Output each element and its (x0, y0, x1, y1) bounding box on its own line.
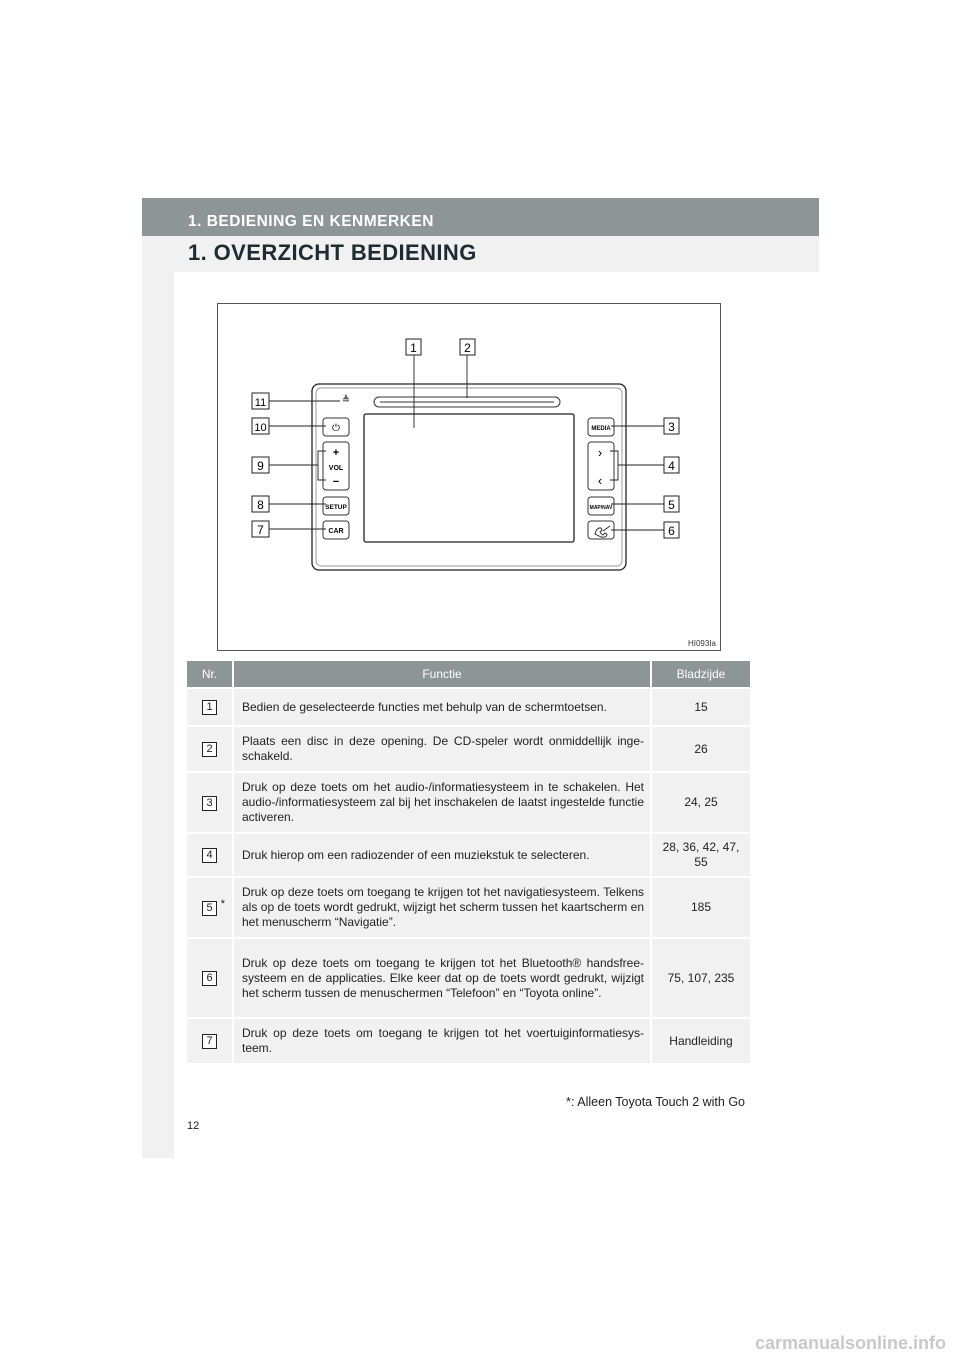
row-page-cell: 26 (651, 726, 750, 772)
row-number-cell (187, 726, 233, 772)
footnote: *: Alleen Toyota Touch 2 with Go (566, 1095, 745, 1109)
seek-next-icon: › (597, 445, 603, 460)
callout-1: 1 (410, 341, 417, 355)
row-number-cell (187, 688, 233, 726)
table-row (187, 772, 750, 833)
row-number-box: 3 (202, 796, 217, 811)
page-sidebar (142, 198, 174, 1158)
power-icon: ⏻ (332, 423, 340, 434)
row-number-cell (187, 877, 233, 938)
figure-code: HI093Ia (687, 639, 716, 648)
row-function-cell: Druk op deze toets om toegang te krijgen tot het Bluetooth® handsfree-systeem en de applicaties. Elke keer dat op de toets wordt gedrukt, wijzigt het scherm tussen de menuschermen “Telefoon” en “Toyota online”. (233, 938, 651, 1018)
page-title: 1. OVERZICHT BEDIENING (188, 240, 477, 265)
table-row (187, 938, 750, 1018)
section-title: 1. BEDIENING EN KENMERKEN (188, 213, 434, 230)
table-row (187, 833, 750, 877)
row-page-cell: 185 (651, 877, 750, 938)
section-header (142, 198, 819, 236)
table-row (187, 1018, 750, 1064)
row-number-box: 2 (202, 742, 217, 757)
row-number-box: 1 (202, 700, 217, 715)
row-function-cell: Bedien de geselecteerde functies met behulp van de schermtoetsen. (233, 688, 651, 726)
table-row (187, 877, 750, 938)
callout-4: 4 (668, 459, 675, 473)
header-functie: Functie (233, 661, 651, 688)
car-label: CAR (328, 528, 344, 535)
callout-7: 7 (257, 523, 264, 537)
row-number-box: 4 (202, 848, 217, 863)
row-number-cell (187, 938, 233, 1018)
table-row (187, 726, 750, 772)
row-page-cell: 15 (651, 688, 750, 726)
callout-2: 2 (464, 341, 471, 355)
table-row (187, 688, 750, 726)
row-page-cell: 24, 25 (651, 772, 750, 833)
row-number-box: 6 (202, 971, 217, 986)
row-number-cell (187, 1018, 233, 1064)
callout-11: 11 (254, 397, 267, 409)
row-page-cell: 75, 107, 235 (651, 938, 750, 1018)
page-number: 12 (187, 1120, 200, 1132)
map-nav-label: MAP/NAV (589, 505, 613, 511)
callout-3: 3 (668, 420, 675, 434)
media-label: MEDIA (591, 426, 611, 432)
row-function-cell: Druk hierop om een radiozender of een muziekstuk te selecteren. (233, 833, 651, 877)
head-unit-illustration (218, 304, 720, 650)
table-body (187, 688, 750, 1064)
header-nr: Nr. (187, 661, 233, 688)
watermark: carmanualsonline.info (754, 1333, 946, 1353)
row-function-cell: Druk op deze toets om het audio-/informatiesysteem in te schakelen. Het audio-/informatiesysteem zal bij het inschakelen de laatst ingestelde functie activeren. (233, 772, 651, 833)
eject-icon: ≜ (341, 395, 351, 406)
vol-plus-label: + (332, 447, 340, 459)
callout-9: 9 (257, 459, 264, 473)
seek-prev-icon: ‹ (597, 473, 603, 488)
setup-label: SETUP (325, 504, 347, 511)
callout-10: 10 (254, 422, 267, 434)
row-number-box: 5 * (202, 901, 217, 916)
callout-5: 5 (668, 498, 675, 512)
row-function-cell: Druk op deze toets om toegang te krijgen tot het voertuiginformatiesys-teem. (233, 1018, 651, 1064)
row-function-cell: Druk op deze toets om toegang te krijgen tot het navigatiesysteem. Telkens als op de toets wordt gedrukt, wijzigt het scherm tussen het kaartscherm en het menuscherm “Navigatie”. (233, 877, 651, 938)
function-table (187, 661, 750, 1065)
row-number-cell (187, 772, 233, 833)
header-bladzijde: Bladzijde (651, 661, 750, 688)
vol-label: VOL (328, 465, 344, 472)
row-number-box: 7 (202, 1034, 217, 1049)
touchscreen (364, 414, 574, 542)
vol-minus-label: − (332, 476, 340, 488)
callout-8: 8 (257, 498, 264, 512)
title-header (142, 236, 819, 272)
row-function-cell: Plaats een disc in deze opening. De CD-speler wordt onmiddellijk inge-schakeld. (233, 726, 651, 772)
control-panel-figure (217, 303, 721, 651)
phone-button (588, 521, 614, 539)
row-number-cell (187, 833, 233, 877)
table-header-row (187, 661, 750, 688)
row-page-cell: 28, 36, 42, 47, 55 (651, 833, 750, 877)
row-page-cell: Handleiding (651, 1018, 750, 1064)
callout-6: 6 (668, 524, 675, 538)
row-footnote-star: * (220, 897, 225, 910)
